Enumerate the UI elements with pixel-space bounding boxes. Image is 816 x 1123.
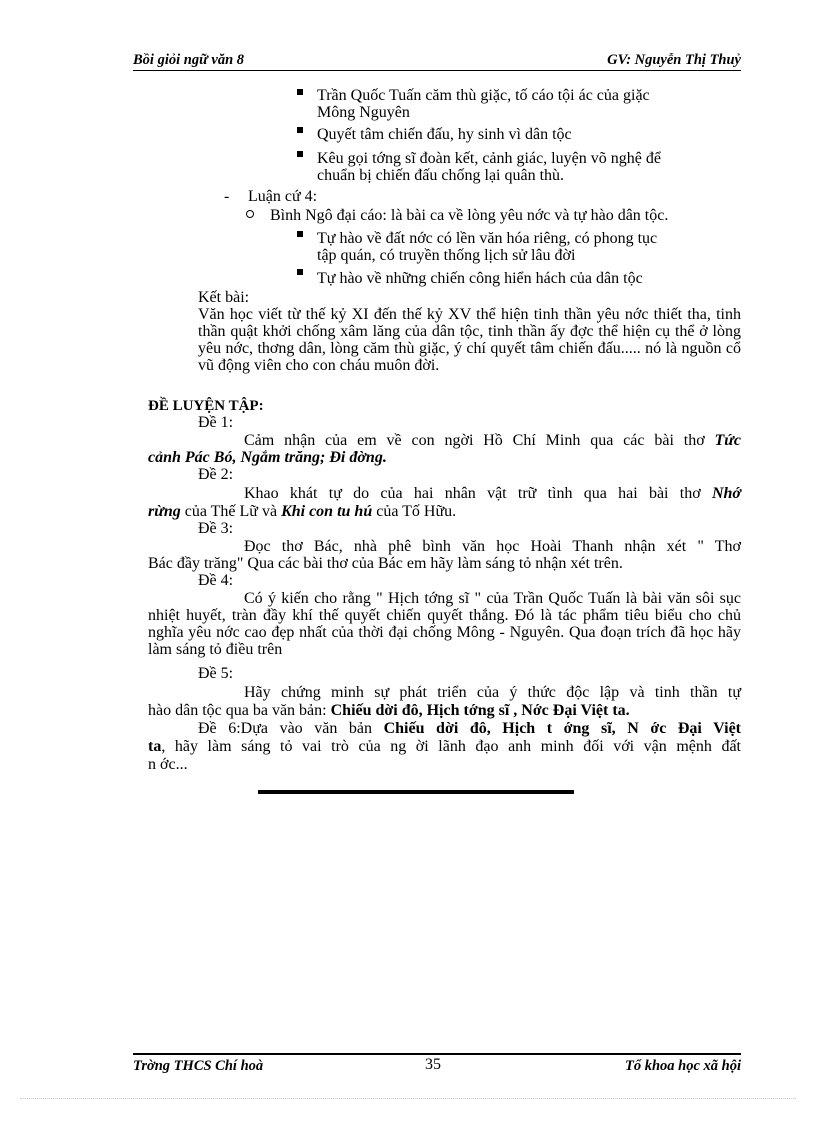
bullet-3-line-2: chuẩn bị chiến đấu chống lại quân thù.: [317, 167, 565, 184]
de5-line-1: Hãy chứng minh sự phát triển của ý thức độc lập và tinh thần tự: [244, 684, 741, 701]
de2-label: Đề 2:: [198, 466, 234, 483]
circle-item: Bình Ngô đại cáo: là bài ca về lòng yêu nớc và tự hào dân tộc.: [270, 207, 669, 224]
de2-text: Khao khát tự do của hai nhân vật trữ tình qua hai bài thơ: [244, 485, 712, 502]
de6-text: Dựa vào văn bản: [240, 720, 384, 737]
dash-bullet: -: [224, 188, 230, 205]
ket-bai-label: Kết bài:: [198, 289, 250, 306]
bullet-item-1: [317, 87, 747, 121]
header-right-text: GV: Nguyễn Thị Thuỷ: [607, 52, 741, 68]
de2-line-1: [244, 485, 741, 502]
de4-paragraph: Có ý kiến cho rằng " Hịch tớng sĩ " của Trần Quốc Tuấn là bài văn sôi sục nhiệt huyết, tràn đầy khí thế quyết chiến quyết thắng. Đó là tác phẩm tiêu biểu cho chủ nghĩa yêu nớc cao đẹp nhất của thời đại chống Mông - Nguyên. Qua đoạn trích đã học hãy làm sáng tỏ điều trên: [148, 590, 741, 658]
section-separator: [258, 790, 574, 794]
bullet-item-3: [317, 150, 747, 184]
de6-text-2: , hãy làm sáng tỏ vai trò của ng ời lãnh đạo anh minh đối với vận mệnh đất: [161, 738, 741, 755]
page-footer: [133, 1058, 741, 1078]
de1-label: Đề 1:: [198, 414, 234, 431]
de6-titles-end: ta: [148, 738, 162, 755]
square-bullet-icon: [297, 127, 303, 133]
de6-line-3: n ớc...: [148, 756, 188, 773]
de6-label: Đề 6:: [198, 720, 241, 737]
de6-line-2: [148, 738, 741, 755]
de1-text: Cảm nhận của em về con ngời Hồ Chí Minh qua các bài thơ: [244, 432, 715, 449]
bullet-4-line-2: tập quán, có truyền thống lịch sử lâu đời: [317, 247, 576, 264]
de2-line-2: [148, 503, 456, 520]
footer-department: Tổ khoa học xã hội: [624, 1058, 741, 1074]
de1-title-part1: Tức: [714, 432, 741, 449]
de6-titles: Chiếu dời đô, Hịch t ớng sĩ, N ớc Đại Việt: [383, 720, 741, 737]
de6-line-1: [198, 720, 741, 737]
de5-label: Đề 5:: [198, 665, 234, 682]
page-edge-dotted-line: [20, 1098, 796, 1099]
de5-titles: Chiếu dời đô, Hịch tớng sĩ , Nớc Đại Việt ta.: [330, 702, 630, 719]
de2-text-2: của Thế Lữ và: [180, 503, 282, 520]
header-rule: [133, 70, 741, 71]
bullet-3-line-1: Kêu gọi tớng sĩ đoàn kết, cảnh giác, luyện võ nghệ để: [317, 150, 661, 167]
de-luyen-tap-heading: ĐỀ LUYỆN TẬP:: [148, 398, 264, 414]
bullet-item-5: Tự hào về những chiến công hiển hách của dân tộc: [317, 270, 643, 287]
square-bullet-icon: [297, 151, 303, 157]
header-left-text: Bồi giỏi ngữ văn 8: [133, 52, 245, 68]
de2-text-3: của Tố Hữu.: [372, 503, 457, 520]
de3-line-2: Bác đầy trăng" Qua các bài thơ của Bác em hãy làm sáng tỏ nhận xét trên.: [148, 555, 623, 572]
bullet-1-line-2: Mông Nguyên: [317, 104, 410, 121]
de5-text: hào dân tộc qua ba văn bản:: [148, 702, 331, 719]
bullet-4-line-1: Tự hào về đất nớc có lền văn hóa riêng, có phong tục: [317, 230, 658, 247]
circle-bullet-icon: [246, 210, 254, 218]
square-bullet-icon: [297, 89, 303, 95]
de4-label: Đề 4:: [198, 572, 234, 589]
footer-school: Trờng THCS Chí hoà: [133, 1058, 264, 1074]
page-number: 35: [425, 1056, 441, 1073]
page-header: [133, 50, 741, 72]
bullet-item-4: [317, 230, 747, 264]
de2-title-1b: rừng: [148, 503, 181, 520]
bullet-1-line-1: Trần Quốc Tuấn căm thù giặc, tố cáo tội ác của giặc: [317, 87, 650, 104]
footer-rule: [133, 1053, 741, 1055]
de1-line-1: [244, 432, 741, 449]
de2-title-1a: Nhớ: [711, 485, 741, 502]
de2-title-2: Khi con tu hú: [281, 503, 373, 520]
de5-line-2: [148, 702, 741, 719]
de3-label: Đề 3:: [198, 520, 234, 537]
de3-line-1: Đọc thơ Bác, nhà phê bình văn học Hoài Thanh nhận xét " Thơ: [244, 538, 741, 555]
bullet-item-2: Quyết tâm chiến đấu, hy sinh vì dân tộc: [317, 126, 572, 143]
square-bullet-icon: [297, 269, 303, 275]
square-bullet-icon: [297, 231, 303, 237]
ket-bai-paragraph: Văn học viết từ thế kỷ XI đến thế kỷ XV thể hiện tinh thần yêu nớc thiết tha, tinh thần quật khởi chống xâm lăng của dân tộc, tinh thần ấy đợc thể hiện cụ thể ở lòng yêu nớc, thơng dân, lòng căm thù giặc, ý chí quyết tâm chiến đấu..... nó là nguồn cổ vũ động viên cho con cháu muôn đời.: [198, 306, 741, 374]
luan-cu-heading: Luận cứ 4:: [248, 188, 318, 205]
de1-title-part2: cảnh Pác Bó, Ngắm trăng; Đi đờng.: [148, 449, 387, 466]
